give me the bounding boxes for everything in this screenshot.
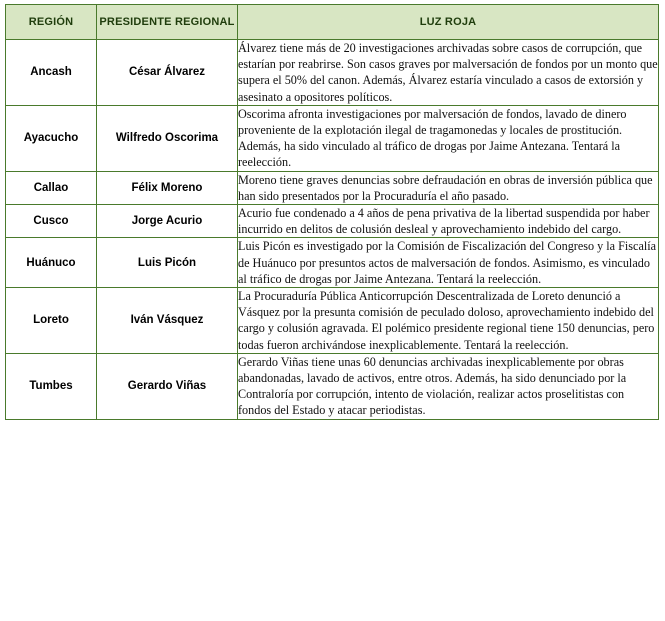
cell-luz-roja: Luis Picón es investigado por la Comisión de Fiscalización del Congreso y la Fiscalía de Huánuco por presuntos actos de malversación de fondos. Asimismo, es vinculado al tráfico de drogas por Jaime Antezana. Tentará la reelección. <box>238 238 659 288</box>
table-body <box>6 40 659 420</box>
column-header-region: REGIÓN <box>6 5 97 40</box>
cell-region: Callao <box>6 171 97 204</box>
cell-president: Iván Vásquez <box>97 288 238 354</box>
cell-luz-roja: Oscorima afronta investigaciones por malversación de fondos, lavado de dinero proveniente de la explotación ilegal de tragamonedas y locales de prostitución. Además, ha sido vinculado al tráfico de drogas por Jaime Antezana. Tentará la reelección. <box>238 105 659 171</box>
cell-region: Huánuco <box>6 238 97 288</box>
regional-presidents-table <box>5 4 659 420</box>
cell-region: Loreto <box>6 288 97 354</box>
table-header <box>6 5 659 40</box>
cell-luz-roja: La Procuraduría Pública Anticorrupción Descentralizada de Loreto denunció a Vásquez por la presunta comisión de peculado doloso, aprovechamiento indebido del cargo y colusión agravada. El polémico presidente regional tiene 150 denuncias, pero todas fueron archivándose inexplicablemente. Tentará la reelección. <box>238 288 659 354</box>
cell-region: Ancash <box>6 40 97 106</box>
cell-president: Jorge Acurio <box>97 205 238 238</box>
table-row <box>6 171 659 204</box>
cell-president: Félix Moreno <box>97 171 238 204</box>
column-header-president: PRESIDENTE REGIONAL <box>97 5 238 40</box>
table-row <box>6 40 659 106</box>
cell-region: Cusco <box>6 205 97 238</box>
cell-region: Tumbes <box>6 353 97 419</box>
cell-luz-roja: Moreno tiene graves denuncias sobre defraudación en obras de inversión pública que han sido presentados por la Procuraduría el año pasado. <box>238 171 659 204</box>
column-header-luz-roja: LUZ ROJA <box>238 5 659 40</box>
table-row <box>6 288 659 354</box>
cell-luz-roja: Acurio fue condenado a 4 años de pena privativa de la libertad suspendida por haber incurrido en delitos de colusión desleal y aprovechamiento indebido del cargo. <box>238 205 659 238</box>
table-row <box>6 353 659 419</box>
cell-president: Luis Picón <box>97 238 238 288</box>
table-row <box>6 205 659 238</box>
cell-luz-roja: Álvarez tiene más de 20 investigaciones archivadas sobre casos de corrupción, que estarían por reabrirse. Son casos graves por malversación de fondos por un monto que supera el 50% del canon. Además, Álvarez estaría vinculado a casos de extorsión y asesinato a opositores políticos. <box>238 41 658 104</box>
cell-luz-roja: Gerardo Viñas tiene unas 60 denuncias archivadas inexplicablemente por obras abandonadas, lavado de activos, entre otros. Además, ha sido denunciado por la Contraloría por corrupción, intento de violación, realizar actos proselitistas con fondos del Estado y atacar periodistas. <box>238 353 659 419</box>
table-row <box>6 238 659 288</box>
cell-region: Ayacucho <box>6 105 97 171</box>
header-row <box>6 5 659 40</box>
cell-president: Wilfredo Oscorima <box>97 105 238 171</box>
table-row <box>6 105 659 171</box>
cell-president: César Álvarez <box>97 40 238 106</box>
cell-president: Gerardo Viñas <box>97 353 238 419</box>
